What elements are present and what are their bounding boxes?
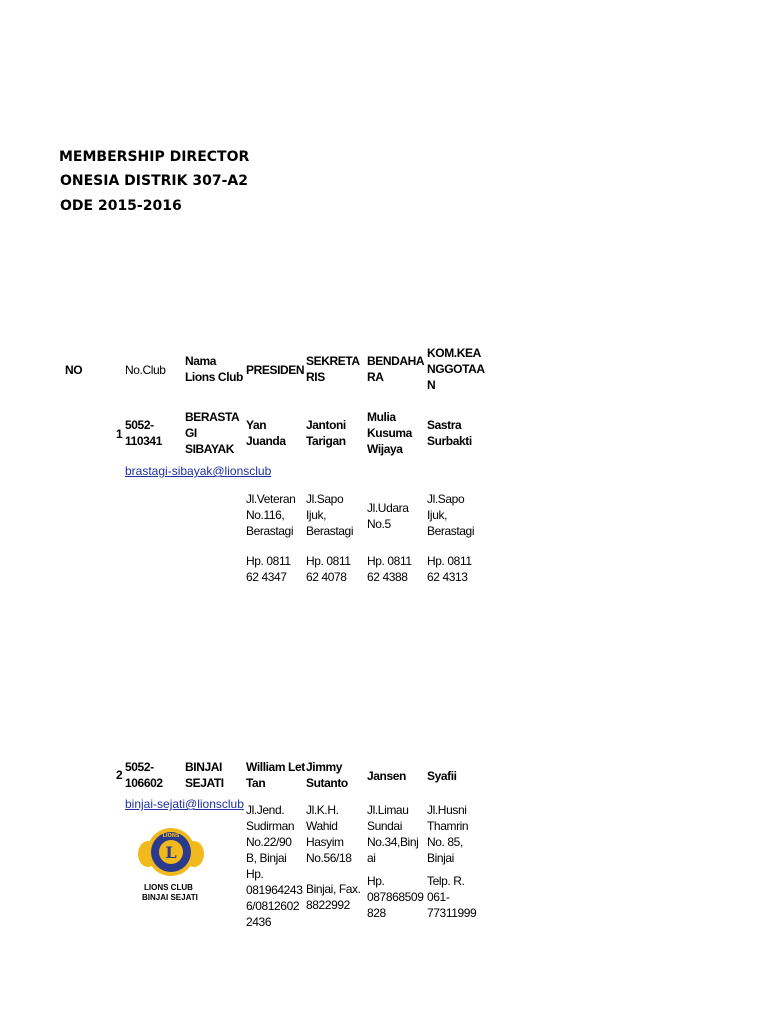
header-nama-club: Nama Lions Club <box>185 354 243 384</box>
header-sekretaris: SEKRETA RIS <box>306 354 360 384</box>
row1-hp-bendahara: Hp. 0811 62 4388 <box>367 554 412 584</box>
title-line-2: ONESIA DISTRIK 307-A2 <box>60 173 248 189</box>
row2-club-no: 5052- 106602 <box>125 760 163 790</box>
row2-addr-komkea: Jl.Husni Thamrin No. 85, Binjai <box>427 803 469 865</box>
row2-bendahara: Jansen <box>367 769 406 783</box>
header-noclub: No.Club <box>125 363 166 377</box>
logo-caption-1: LIONS CLUB <box>144 883 193 892</box>
row1-club-name: BERASTA GI SIBAYAK <box>185 410 240 456</box>
row1-sekretaris: Jantoni Tarigan <box>306 418 346 448</box>
row1-addr-bendahara: Jl.Udara No.5 <box>367 501 409 531</box>
row1-presiden: Yan Juanda <box>246 418 286 448</box>
row1-addr-komkea: Jl.Sapo Ijuk, Berastagi <box>427 492 475 538</box>
row2-presiden: William Let Tan <box>246 760 305 790</box>
row1-addr-sekretaris: Jl.Sapo Ijuk, Berastagi <box>306 492 354 538</box>
title-line-3: ODE 2015-2016 <box>60 198 182 214</box>
row1-hp-sekretaris: Hp. 0811 62 4078 <box>306 554 351 584</box>
row1-addr-presiden: Jl.Veteran No.116, Berastagi <box>246 492 296 538</box>
row1-no: 1 <box>116 427 123 441</box>
row2-hp-sekretaris: Binjai, Fax. 8822992 <box>306 882 361 912</box>
svg-text:L: L <box>165 843 177 862</box>
lions-emblem-icon <box>138 822 204 882</box>
row2-no: 2 <box>116 768 123 782</box>
header-bendahara: BENDAHA RA <box>367 354 425 384</box>
header-no: NO <box>65 363 83 377</box>
row2-sekretaris: Jimmy Sutanto <box>306 760 348 790</box>
row2-club-name: BINJAI SEJATI <box>185 760 224 790</box>
title-line-1: MEMBERSHIP DIRECTOR <box>59 149 250 165</box>
svg-text:LIONS: LIONS <box>162 833 180 839</box>
row1-club-no: 5052- 110341 <box>125 418 162 448</box>
row1-email-link[interactable]: brastagi-sibayak@lionsclub <box>125 464 272 478</box>
row2-hp-presiden: Hp. 081964243 6/0812602 2436 <box>246 867 303 929</box>
row2-email-link[interactable]: binjai-sejati@lionsclub <box>125 797 244 811</box>
row2-addr-sekretaris: Jl.K.H. Wahid Hasyim No.56/18 <box>306 803 352 865</box>
header-presiden: PRESIDEN <box>246 363 305 377</box>
row1-hp-presiden: Hp. 0811 62 4347 <box>246 554 291 584</box>
header-komkea: KOM.KEA NGGOTAA N <box>427 346 485 392</box>
row1-komkea: Sastra Surbakti <box>427 418 472 448</box>
row2-hp-komkea: Telp. R. 061- 77311999 <box>427 874 477 920</box>
row2-hp-bendahara: Hp. 087868509 828 <box>367 874 424 920</box>
row2-addr-presiden: Jl.Jend. Sudirman No.22/90 B, Binjai <box>246 803 295 865</box>
row1-bendahara: Mulia Kusuma Wijaya <box>367 410 412 456</box>
lions-club-logo <box>138 822 204 908</box>
logo-caption-2: BINJAI SEJATI <box>142 893 198 902</box>
row1-hp-komkea: Hp. 0811 62 4313 <box>427 554 472 584</box>
row2-komkea: Syafii <box>427 769 457 783</box>
row2-addr-bendahara: Jl.Limau Sundai No.34,Binj ai <box>367 803 419 865</box>
